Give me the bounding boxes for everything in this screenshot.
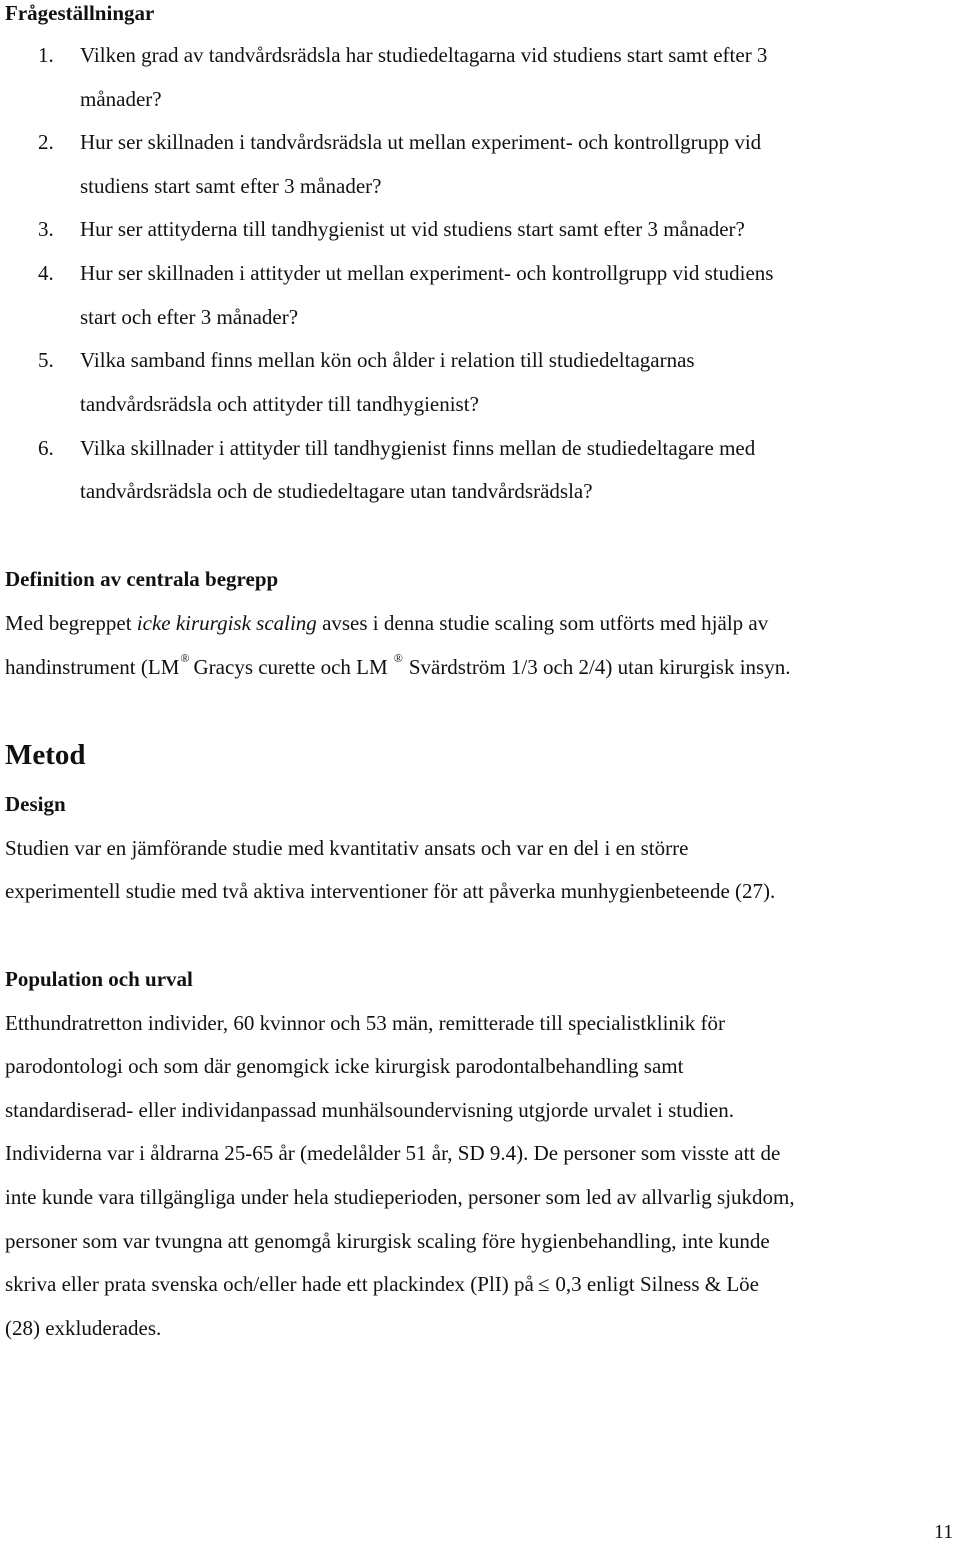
list-number: 2. <box>38 130 54 154</box>
registered-mark-icon: ® <box>180 651 190 665</box>
definition-text: Svärdström 1/3 och 2/4) utan kirurgisk insyn. <box>408 655 791 679</box>
list-number: 1. <box>38 43 54 67</box>
defined-term: icke kirurgisk scaling <box>136 611 317 635</box>
population-paragraph-line: standardiserad- eller individanpassad munhälsoundervisning utgjorde urvalet i studien. <box>5 1098 734 1122</box>
population-paragraph-line: parodontologi och som där genomgick icke kirurgisk parodontalbehandling samt <box>5 1054 684 1078</box>
list-item-text: Hur ser skillnaden i tandvårdsrädsla ut mellan experiment- och kontrollgrupp vid <box>80 130 762 154</box>
list-number: 6. <box>38 436 54 460</box>
list-item-text: tandvårdsrädsla och de studiedeltagare utan tandvårdsrädsla? <box>80 479 593 503</box>
definition-text: Gracys curette och LM <box>193 655 388 679</box>
population-paragraph-line: Etthundratretton individer, 60 kvinnor och 53 män, remitterade till specialistklinik för <box>5 1011 725 1035</box>
list-number: 3. <box>38 217 54 241</box>
population-paragraph-line <box>5 1272 759 1297</box>
definition-paragraph-line <box>5 611 768 636</box>
list-item-text: Hur ser attityderna till tandhygienist ut vid studiens start samt efter 3 månader? <box>80 217 745 241</box>
list-item-text: månader? <box>80 87 162 111</box>
questions-heading: Frågeställningar <box>5 1 155 25</box>
page-number: 11 <box>934 1521 954 1543</box>
design-paragraph-line: experimentell studie med två aktiva interventioner för att påverka munhygienbeteende (27). <box>5 879 776 903</box>
design-paragraph-line: Studien var en jämförande studie med kvantitativ ansats och var en del i en större <box>5 836 689 860</box>
population-text: skriva eller prata svenska och/eller hade ett plackindex (PlI) på <box>5 1272 534 1296</box>
list-item-text: Vilken grad av tandvårdsrädsla har studiedeltagarna vid studiens start samt efter 3 <box>80 43 768 67</box>
definition-paragraph-line <box>5 651 791 680</box>
list-number: 5. <box>38 348 54 372</box>
list-item-text: Hur ser skillnaden i attityder ut mellan experiment- och kontrollgrupp vid studiens <box>80 261 774 285</box>
population-paragraph-line: inte kunde vara tillgängliga under hela studieperioden, personer som led av allvarlig sjukdom, <box>5 1185 795 1209</box>
method-heading: Metod <box>5 739 86 771</box>
less-or-equal-icon: ≤ <box>537 1272 550 1296</box>
population-paragraph-line: (28) exkluderades. <box>5 1316 162 1340</box>
definition-text: avses i denna studie scaling som utförts med hjälp av <box>316 611 769 635</box>
design-heading: Design <box>5 792 66 816</box>
list-item-text: studiens start samt efter 3 månader? <box>80 174 382 198</box>
population-paragraph-line: personer som var tvungna att genomgå kirurgisk scaling före hygienbehandling, inte kunde <box>5 1229 770 1253</box>
definition-heading: Definition av centrala begrepp <box>5 567 279 591</box>
population-paragraph-line: Individerna var i åldrarna 25-65 år (medelålder 51 år, SD 9.4). De personer som visste att de <box>5 1141 781 1165</box>
definition-text: Med begreppet <box>5 611 137 635</box>
list-item-text: start och efter 3 månader? <box>80 305 299 329</box>
list-item-text: Vilka skillnader i attityder till tandhygienist finns mellan de studiedeltagare med <box>80 436 756 460</box>
registered-mark-icon: ® <box>393 651 403 665</box>
population-heading: Population och urval <box>5 967 193 991</box>
definition-text: handinstrument (LM <box>5 655 180 679</box>
population-text: 0,3 enligt Silness & Löe <box>555 1272 759 1296</box>
list-item-text: tandvårdsrädsla och attityder till tandhygienist? <box>80 392 479 416</box>
list-number: 4. <box>38 261 54 285</box>
list-item-text: Vilka samband finns mellan kön och ålder i relation till studiedeltagarnas <box>80 348 695 372</box>
